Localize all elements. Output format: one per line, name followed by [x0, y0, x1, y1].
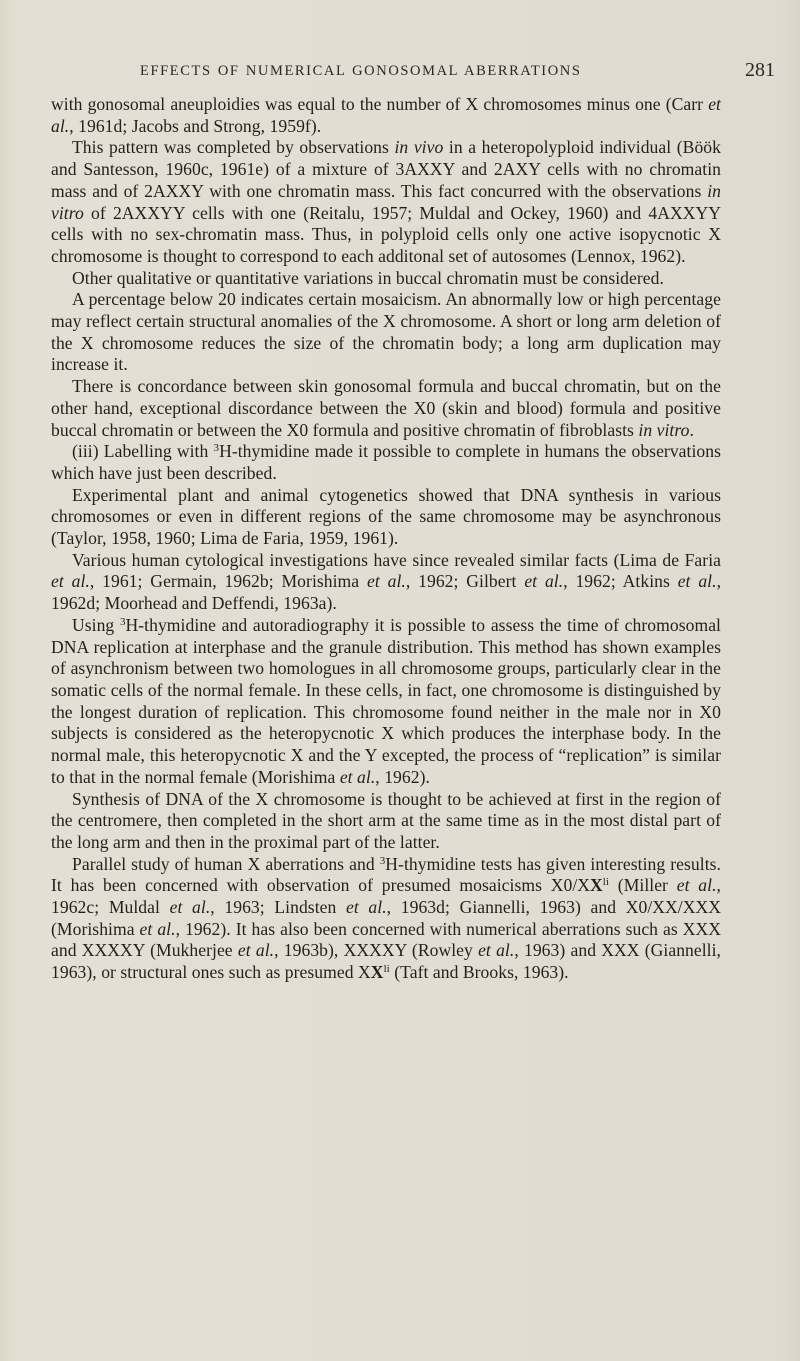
paragraph: [51, 137, 721, 267]
italic-text: et al.: [345, 897, 387, 918]
text-run: There is concordance between skin gonosomal formula and buccal chromatin, but on the other hand, exceptional discordance between the X0 (skin and blood) formula and positive buccal chromatin or between the X0 formula and positive chromatin of fibroblasts: [51, 376, 721, 440]
italic-text: et al.: [339, 766, 376, 787]
text-run: of 2AXXYY cells with one (Reitalu, 1957; Muldal and Ockey, 1960) and 4AXXYY cells with no sex-chromatin mass. Thus, in polyploid cells only one active isopycnotic X chromosome is thought to correspond to each additonal set of autosomes (Lennox, 1962).: [51, 202, 721, 266]
italic-text: et al.: [366, 571, 406, 592]
superscript: li: [383, 963, 390, 976]
text-run: , 1963d; Giannelli, 1963) and X0/XX/XXX (Morishima: [51, 897, 721, 939]
italic-text: in vitro: [51, 180, 721, 223]
text-run: Parallel study of human X aberrations and: [72, 853, 380, 874]
text-run: H-thymidine made it possible to complete in humans the observations which have just been described.: [51, 441, 722, 483]
italic-text: et al.: [139, 918, 176, 939]
superscript: 3: [213, 442, 220, 455]
text-run: Synthesis of DNA of the X chromosome is thought to be achieved at first in the region of the centromere, then completed in the short arm at the same time as in the most distal part of the long arm and then in the proximal part of the latter.: [51, 788, 721, 852]
text-run: , 1963) and XXX (Giannelli, 1963), or structural ones such as presumed X: [51, 940, 722, 983]
italic-text: et al.: [524, 571, 564, 592]
paragraph: [51, 615, 721, 789]
text-run: (iii) Labelling with: [72, 441, 214, 462]
superscript: 3: [379, 854, 386, 867]
text-run: (Miller: [609, 875, 677, 896]
paragraph: [51, 289, 721, 376]
paragraph: [51, 268, 721, 290]
text-run: , 1962d; Moorhead and Deffendi, 1963a).: [51, 571, 722, 614]
running-head: [50, 59, 790, 83]
italic-text: et al.: [51, 571, 90, 592]
italic-text: in vivo: [394, 137, 444, 158]
italic-text: in vitro: [638, 419, 690, 440]
text-run: , 1962; Gilbert: [405, 571, 525, 592]
paragraph: [51, 94, 721, 137]
text-run: in a heteropolyploid individual (Böök and Santesson, 1960c, 1961e) of a mixture of 3AXXY and 2AXY cells with no chromatin mass and of 2AXXY with one chromatin mass. This fact concurred with the observations: [51, 137, 721, 201]
paragraph: [51, 441, 721, 484]
text-run: Various human cytological investigations have since revealed similar facts (Lima de Faria: [72, 549, 721, 570]
text-run: H-thymidine and autoradiography it is possible to assess the time of chromosomal DNA replication at interphase and the granule distribution. This method has shown examples of asynchronism between two homologues in all chromosome groups, particularly clear in the somatic cells of the normal female. In these cells, in fact, one chromosome is distinguished by the longest duration of replication. This chromosome found neither in the male nor in X0 subjects is considered as the heteropycnotic X which produces the interphase body. In the normal male, this heteropycnotic X and the Y excepted, the process of “replication” is similar to that in the normal female (Morishima: [51, 614, 721, 787]
text-run: This pattern was completed by observations: [72, 137, 395, 158]
paragraph: [51, 376, 721, 441]
body-text: [51, 94, 721, 984]
italic-text: et al.: [51, 94, 721, 136]
bold-text: X: [370, 962, 384, 983]
italic-text: et al.: [169, 897, 211, 918]
text-run: Using: [72, 614, 120, 635]
text-run: .: [689, 419, 694, 440]
text-run: , 1962).: [375, 766, 430, 787]
text-run: , 1961d; Jacobs and Strong, 1959f).: [69, 115, 322, 136]
paragraph: [51, 789, 721, 854]
superscript: 3: [119, 615, 126, 628]
paragraph: [51, 854, 721, 984]
text-run: A percentage below 20 indicates certain mosaicism. An abnormally low or high percentage may reflect certain structural anomalies of the X chromosome. A short or long arm deletion of the X chromosome reduces the size of the chromatin body; a long arm duplication may increase it.: [51, 289, 721, 375]
text-run: with gonosomal aneuploidies was equal to the number of X chromosomes minus one (Carr: [51, 94, 709, 114]
text-run: (Taft and Brooks, 1963).: [389, 962, 569, 983]
text-run: , 1963b), XXXXY (Rowley: [274, 940, 479, 961]
italic-text: et al.: [676, 875, 717, 896]
italic-text: et al.: [677, 571, 717, 592]
text-run: Experimental plant and animal cytogenetics showed that DNA synthesis in various chromosomes or even in different regions of the same chromosome may be asynchronous (Taylor, 1958, 1960; Lima de Faria, 1959, 1961).: [51, 484, 721, 549]
text-run: , 1962). It has also been concerned with numerical aberrations such as XXX and XXXXY (Mukherjee: [51, 918, 721, 961]
superscript: li: [602, 876, 610, 889]
text-run: , 1962c; Muldal: [51, 875, 721, 918]
text-run: H-thymidine tests has given interesting results. It has been concerned with observation of presumed mosaicisms X0/X: [51, 853, 721, 896]
text-run: , 1963; Lindsten: [210, 897, 346, 918]
text-run: , 1961; Germain, 1962b; Morishima: [89, 571, 367, 592]
page-number: 281: [745, 59, 775, 81]
paragraph: [51, 485, 721, 550]
paragraph: [51, 550, 721, 615]
italic-text: et al.: [237, 940, 275, 961]
text-run: Other qualitative or quantitative variations in buccal chromatin must be considered.: [72, 267, 664, 288]
bold-text: X: [590, 875, 603, 896]
italic-text: et al.: [478, 940, 515, 961]
text-run: , 1962; Atkins: [563, 571, 678, 592]
running-title: EFFECTS OF NUMERICAL GONOSOMAL ABERRATIONS: [140, 63, 582, 79]
